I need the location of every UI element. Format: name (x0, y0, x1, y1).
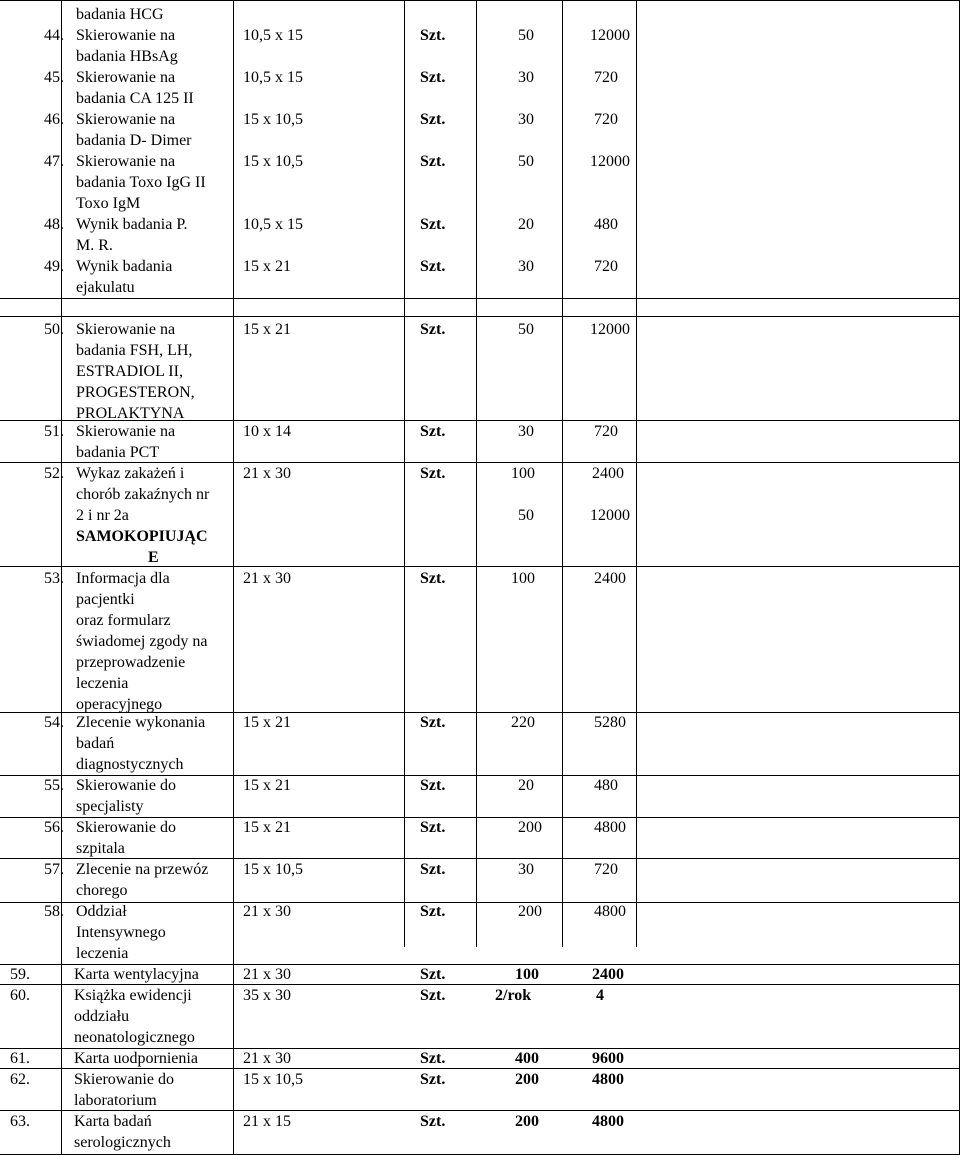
item-unit: Szt. (420, 966, 446, 983)
item-unit: Szt. (420, 714, 446, 731)
item-quantity: 220 (511, 714, 535, 731)
item-description: Intensywnego (76, 924, 166, 941)
item-size: 15 x 21 (243, 819, 291, 836)
item-number: 46. (44, 111, 64, 128)
item-quantity: 200 (515, 1113, 539, 1130)
item-description: badania HBsAg (76, 48, 178, 65)
table-row-border (0, 316, 960, 317)
item-description: PROGESTERON, (76, 384, 195, 401)
item-total: 4800 (592, 1071, 624, 1088)
item-description: badania Toxo IgG II (76, 174, 206, 191)
item-quantity: 200 (518, 903, 542, 920)
item-total: 9600 (592, 1050, 624, 1067)
item-description: Skierowanie do (76, 819, 176, 836)
item-total: 2400 (592, 465, 624, 482)
item-description: Oddział (76, 903, 127, 920)
item-unit: Szt. (420, 1113, 446, 1130)
item-size: 15 x 21 (243, 777, 291, 794)
item-size: 21 x 30 (243, 570, 291, 587)
table-row-border (0, 0, 960, 1)
item-unit: Szt. (420, 465, 446, 482)
item-description: chorego (76, 882, 128, 899)
item-description: ESTRADIOL II, (76, 363, 183, 380)
item-description: Skierowanie na (76, 111, 176, 128)
item-description: Skierowanie do (76, 777, 176, 794)
item-total: 2400 (592, 966, 624, 983)
table-column-border (562, 0, 563, 947)
item-description: Skierowanie na (76, 69, 176, 86)
item-description: Wykaz zakażeń i (76, 465, 185, 482)
table-row-border (0, 566, 960, 567)
item-number: 49. (44, 258, 64, 275)
item-description: badania D- Dimer (76, 132, 192, 149)
item-total: 5280 (594, 714, 626, 731)
item-quantity: 50 (518, 507, 534, 524)
item-number: 50. (44, 321, 64, 338)
item-unit: Szt. (420, 111, 446, 128)
item-total: 720 (594, 861, 618, 878)
item-description: neonatologicznego (74, 1029, 195, 1046)
item-description: Zlecenie na przewóz (76, 861, 209, 878)
item-unit: Szt. (420, 69, 446, 86)
item-description: szpitala (76, 840, 125, 857)
item-unit: Szt. (420, 321, 446, 338)
item-size: 10 x 14 (243, 423, 291, 440)
item-total: 720 (594, 111, 618, 128)
item-number: 48. (44, 216, 64, 233)
item-number: 44. (44, 27, 64, 44)
table-column-border (404, 0, 405, 947)
item-size: 35 x 30 (243, 987, 291, 1004)
item-total: 4800 (592, 1113, 624, 1130)
table-column-border (233, 0, 234, 1155)
item-number: 63. (10, 1113, 30, 1130)
item-quantity: 50 (518, 153, 534, 170)
item-quantity: 2/rok (495, 987, 532, 1004)
table-column-border (476, 0, 477, 947)
item-quantity: 30 (518, 861, 534, 878)
item-total: 12000 (590, 321, 630, 338)
item-unit: Szt. (420, 27, 446, 44)
item-number: 55. (44, 777, 64, 794)
item-size: 21 x 15 (243, 1113, 291, 1130)
item-total: 4800 (594, 903, 626, 920)
item-total: 480 (594, 216, 618, 233)
item-unit: Szt. (420, 216, 446, 233)
item-description: PROLAKTYNA (76, 405, 185, 422)
item-quantity: 30 (518, 69, 534, 86)
item-description: Zlecenie wykonania (76, 714, 206, 731)
item-description: operacyjnego (76, 696, 163, 713)
item-size: 15 x 21 (243, 321, 291, 338)
item-description: leczenia (76, 675, 129, 692)
item-description: chorób zakaźnych nr (76, 486, 210, 503)
item-total: 2400 (594, 570, 626, 587)
item-size: 21 x 30 (243, 966, 291, 983)
item-total: 480 (594, 777, 618, 794)
item-description: oraz formularz (76, 612, 171, 629)
item-description: Skierowanie na (76, 27, 176, 44)
item-number: 53. (44, 570, 64, 587)
item-description: 2 i nr 2a (76, 507, 129, 524)
item-size: 15 x 10,5 (243, 1071, 303, 1088)
item-total: 4 (596, 987, 604, 1004)
item-number: 52. (44, 465, 64, 482)
item-quantity: 20 (518, 777, 534, 794)
item-unit: Szt. (420, 1050, 446, 1067)
item-unit: Szt. (420, 423, 446, 440)
item-quantity: 200 (515, 1071, 539, 1088)
item-description: Skierowanie na (76, 153, 176, 170)
item-description: świadomej zgody na (76, 633, 208, 650)
item-size: 21 x 30 (243, 903, 291, 920)
item-quantity: 50 (518, 321, 534, 338)
item-quantity: 400 (515, 1050, 539, 1067)
item-size: 15 x 21 (243, 258, 291, 275)
item-description: pacjentki (76, 591, 135, 608)
item-quantity: 200 (518, 819, 542, 836)
item-size: 10,5 x 15 (243, 69, 303, 86)
item-size: 15 x 10,5 (243, 861, 303, 878)
item-number: 56. (44, 819, 64, 836)
item-size: 10,5 x 15 (243, 216, 303, 233)
item-number: 45. (44, 69, 64, 86)
item-unit: Szt. (420, 258, 446, 275)
item-number: 62. (10, 1071, 30, 1088)
item-number: 47. (44, 153, 64, 170)
item-quantity: 30 (518, 111, 534, 128)
item-description: Skierowanie do (74, 1071, 174, 1088)
item-description: badania CA 125 II (76, 90, 194, 107)
item-total: 12000 (590, 153, 630, 170)
item-quantity: 100 (511, 570, 535, 587)
item-description: diagnostycznych (76, 756, 184, 773)
item-size: 15 x 10,5 (243, 153, 303, 170)
table-column-border (636, 0, 637, 947)
item-description: Wynik badania P. (76, 216, 188, 233)
item-unit: Szt. (420, 570, 446, 587)
item-total: 720 (594, 258, 618, 275)
item-description: serologicznych (74, 1134, 171, 1151)
item-number: 60. (10, 987, 30, 1004)
item-description: Karta uodpornienia (74, 1050, 198, 1067)
item-total: 12000 (590, 507, 630, 524)
item-total: 720 (594, 423, 618, 440)
item-description: Wynik badania (76, 258, 173, 275)
item-description: oddziału (74, 1008, 130, 1025)
item-quantity: 50 (518, 27, 534, 44)
item-unit: Szt. (420, 861, 446, 878)
item-description: E (148, 549, 159, 566)
item-unit: Szt. (420, 819, 446, 836)
item-description: leczenia (76, 945, 129, 962)
item-quantity: 30 (518, 423, 534, 440)
item-number: 54. (44, 714, 64, 731)
item-total: 720 (594, 69, 618, 86)
item-quantity: 100 (515, 966, 539, 983)
item-description: Informacja dla (76, 570, 170, 587)
item-description: laboratorium (74, 1092, 157, 1109)
item-number: 61. (10, 1050, 30, 1067)
item-number: 51. (44, 423, 64, 440)
item-description: Skierowanie na (76, 423, 176, 440)
item-description: Karta wentylacyjna (74, 966, 199, 983)
item-quantity: 100 (511, 465, 535, 482)
item-number: 59. (10, 966, 30, 983)
item-description: Książka ewidencji (74, 987, 192, 1004)
table-row-border (0, 298, 960, 299)
item-description: Karta badań (74, 1113, 152, 1130)
item-total: 4800 (594, 819, 626, 836)
item-description: badania PCT (76, 444, 160, 461)
item-quantity: 20 (518, 216, 534, 233)
item-unit: Szt. (420, 153, 446, 170)
item-description: ejakulatu (76, 279, 135, 296)
item-total: 12000 (590, 27, 630, 44)
item-description: badania FSH, LH, (76, 342, 193, 359)
item-size: 21 x 30 (243, 1050, 291, 1067)
item-description: SAMOKOPIUJĄC (76, 528, 208, 545)
item-number: 58. (44, 903, 64, 920)
item-unit: Szt. (420, 1071, 446, 1088)
item-unit: Szt. (420, 903, 446, 920)
item-description: Toxo IgM (76, 195, 141, 212)
item-unit: Szt. (420, 987, 446, 1004)
item-size: 21 x 30 (243, 465, 291, 482)
item-description: przeprowadzenie (76, 654, 186, 671)
item-size: 10,5 x 15 (243, 27, 303, 44)
item-size: 15 x 21 (243, 714, 291, 731)
item-description: specjalisty (76, 798, 144, 815)
item-quantity: 30 (518, 258, 534, 275)
item-description: badań (76, 735, 115, 752)
item-description: badania HCG (76, 6, 164, 23)
item-unit: Szt. (420, 777, 446, 794)
item-description: Skierowanie na (76, 321, 176, 338)
table-row-border (0, 902, 960, 903)
item-description: M. R. (76, 237, 113, 254)
item-number: 57. (44, 861, 64, 878)
item-size: 15 x 10,5 (243, 111, 303, 128)
